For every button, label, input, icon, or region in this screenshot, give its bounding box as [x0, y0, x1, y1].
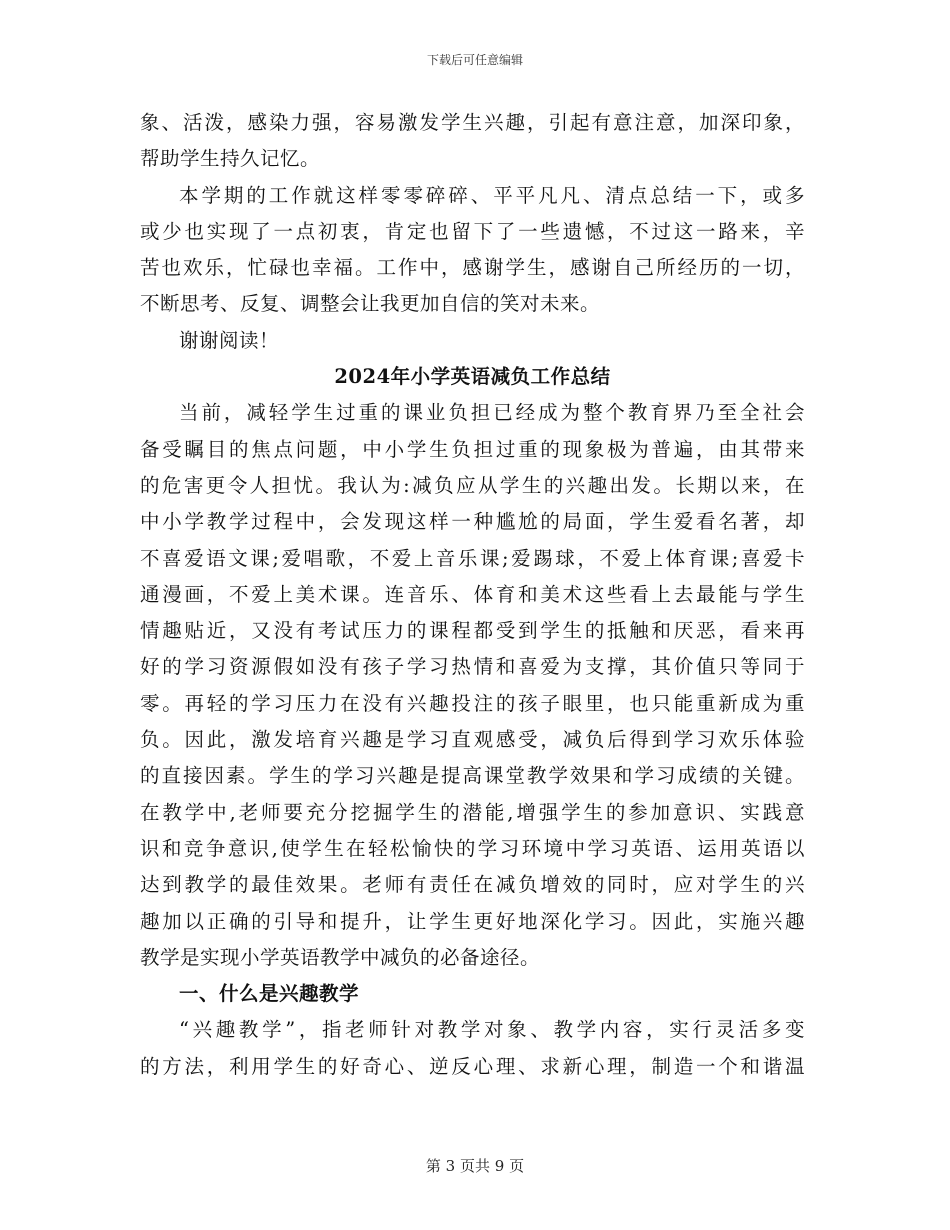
paragraph-line: 通漫画，不爱上美术课。连音乐、体育和美术这些看上去最能与学生 — [140, 582, 805, 606]
paragraph-line: 苦也欢乐，忙碌也幸福。工作中，感谢学生，感谢自己所经历的一切， — [140, 256, 805, 280]
paragraph-line: 趣加以正确的引导和提升，让学生更好地深化学习。因此，实施兴趣 — [140, 909, 805, 933]
page-header: 下载后可任意编辑 — [426, 53, 523, 67]
paragraph-line: 零。再轻的学习压力在没有兴趣投注的孩子眼里，也只能重新成为重 — [140, 691, 805, 715]
page-footer: 第 3 页共 9 页 — [425, 1157, 525, 1175]
paragraph-line: 识和竞争意识,使学生在轻松愉快的学习环境中学习英语、运用英语以 — [140, 836, 805, 860]
paragraph-line: 达到教学的最佳效果。老师有责任在减负增效的同时，应对学生的兴 — [140, 873, 805, 897]
paragraph-line: 的方法，利用学生的好奇心、逆反心理、求新心理，制造一个和谐温 — [140, 1054, 805, 1078]
paragraph-line: 教学是实现小学英语教学中减负的必备途径。 — [140, 945, 541, 969]
paragraph-line: 负。因此，激发培育兴趣是学习直观感受，减负后得到学习欢乐体验 — [140, 728, 805, 752]
paragraph-line: “兴趣教学”，指老师针对教学对象、教学内容，实行灵活多变 — [179, 1018, 805, 1042]
paragraph-line: 本学期的工作就这样零零碎碎、平平凡凡、清点总结一下，或多 — [179, 183, 805, 207]
document-body — [140, 105, 805, 1085]
paragraph-line: 情趣贴近，又没有考试压力的课程都受到学生的抵触和厌恶，看来再 — [140, 619, 805, 643]
paragraph-line: 好的学习资源假如没有孩子学习热情和喜爱为支撑，其价值只等同于 — [140, 655, 805, 679]
paragraph-line: 象、活泼，感染力强，容易激发学生兴趣，引起有意注意，加深印象， — [140, 111, 805, 134]
paragraph-line: 帮助学生持久记忆。 — [140, 147, 321, 171]
paragraph-line: 的直接因素。学生的学习兴趣是提高课堂教学效果和学习成绩的关键。 — [140, 764, 805, 788]
paragraph-line: 谢谢阅读！ — [179, 328, 280, 352]
section-heading: 一、什么是兴趣教学 — [179, 982, 360, 1006]
paragraph-line: 备受瞩目的焦点问题，中小学生负担过重的现象极为普遍，由其带来 — [140, 437, 805, 461]
paragraph-line: 不断思考、反复、调整会让我更加自信的笑对未来。 — [140, 292, 601, 316]
paragraph-line: 中小学教学过程中，会发现这样一种尴尬的局面，学生爱看名著，却 — [140, 510, 805, 534]
paragraph-line: 当前，减轻学生过重的课业负担已经成为整个教育界乃至全社会 — [179, 401, 805, 425]
paragraph-line: 或少也实现了一点初衷，肯定也留下了一些遗憾，不过这一路来，辛 — [140, 219, 805, 243]
paragraph-line: 不喜爱语文课;爱唱歌，不爱上音乐课;爱踢球，不爱上体育课;喜爱卡 — [140, 546, 805, 570]
section-title: 2024年小学英语减负工作总结 — [334, 365, 611, 389]
paragraph-line: 的危害更令人担忧。我认为:减负应从学生的兴趣出发。长期以来，在 — [140, 473, 805, 497]
paragraph-line: 在教学中,老师要充分挖掘学生的潜能,增强学生的参加意识、实践意 — [140, 800, 805, 824]
